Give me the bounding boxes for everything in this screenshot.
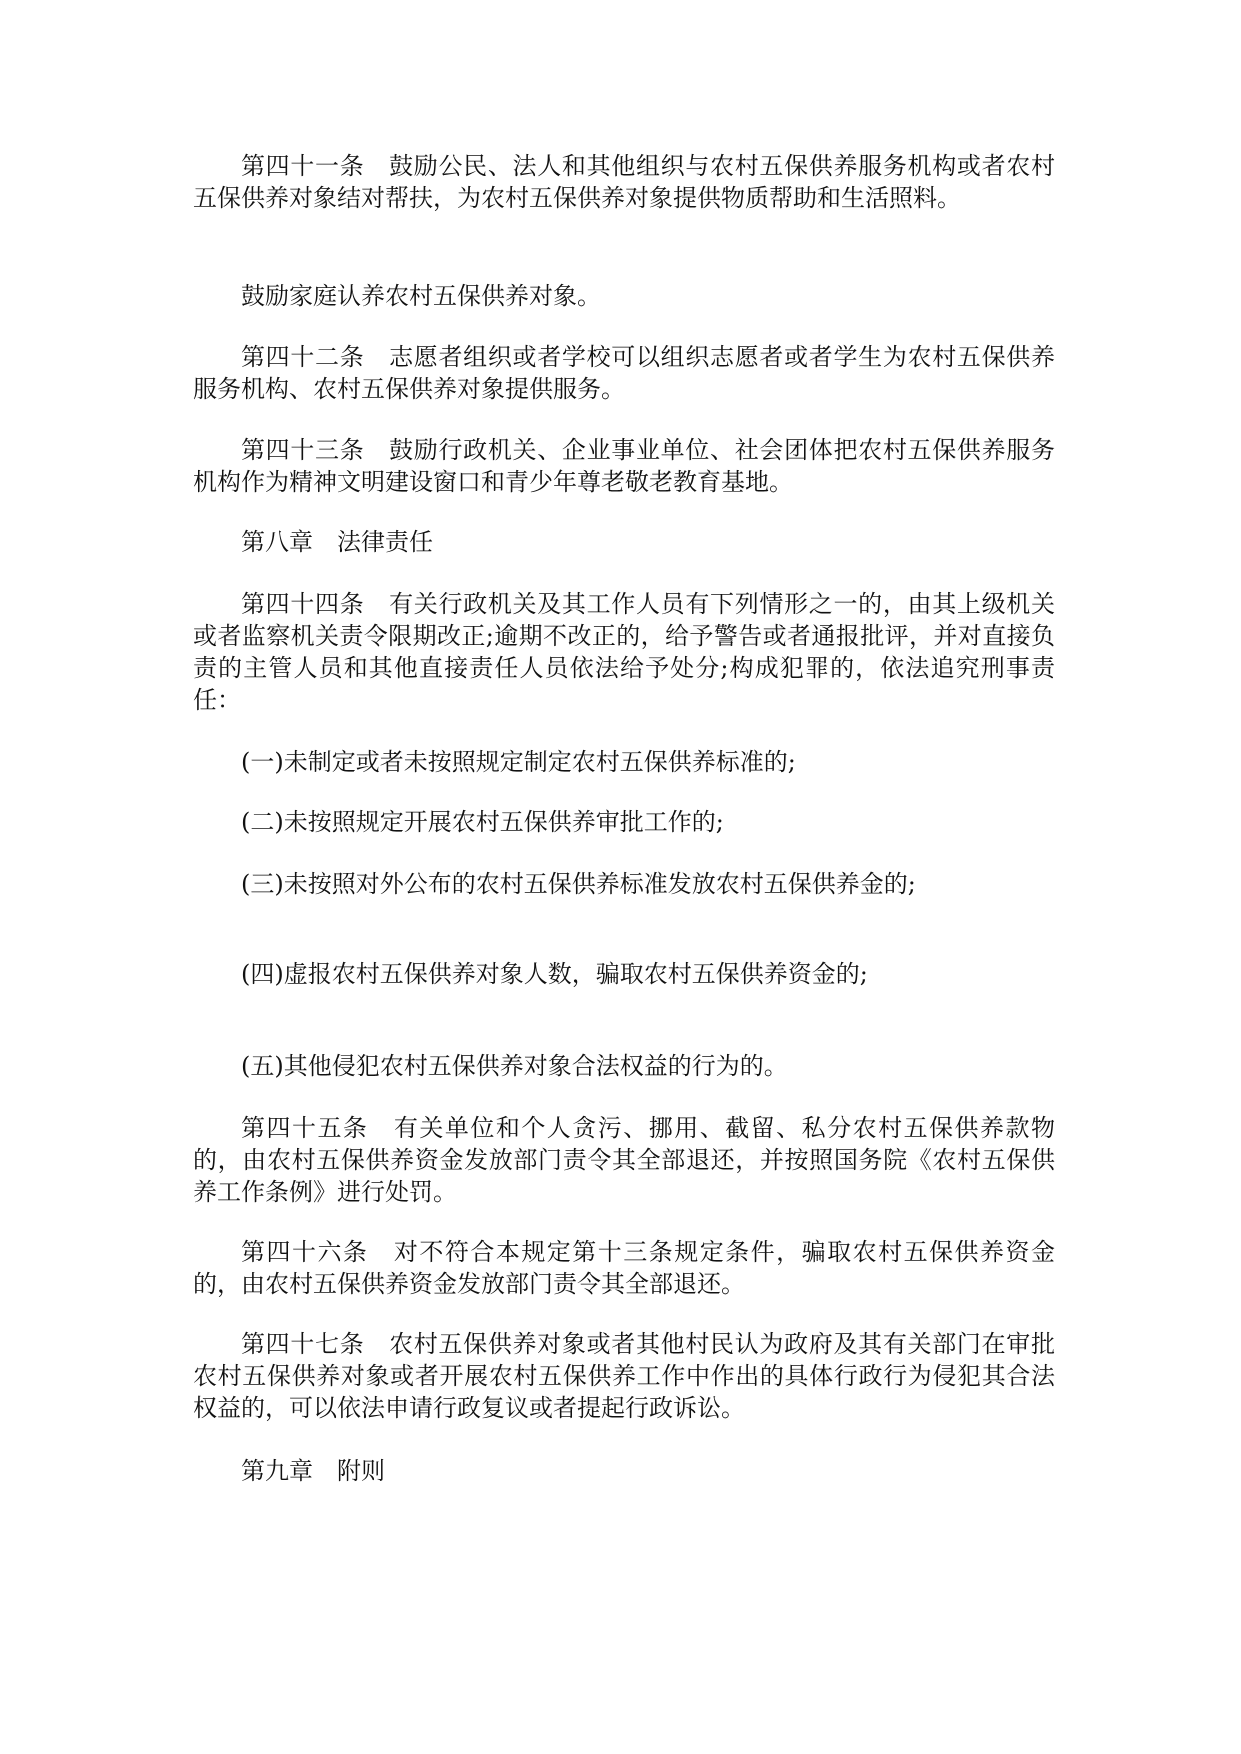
article-47-paragraph: 第四十七条 农村五保供养对象或者其他村民认为政府及其有关部门在审批农村五保供养对象或者开展农村五保供养工作中作出的具体行政行为侵犯其合法权益的，可以依法申请行政复议或者提起行政诉讼。 [193, 1330, 1055, 1422]
article-44-item-1: (一)未制定或者未按照规定制定农村五保供养标准的; [241, 748, 796, 776]
chapter-8-heading: 第八章 法律责任 [241, 528, 433, 556]
article-41-paragraph: 第四十一条 鼓励公民、法人和其他组织与农村五保供养服务机构或者农村五保供养对象结对帮扶，为农村五保供养对象提供物质帮助和生活照料。 [193, 152, 1055, 212]
family-adoption-paragraph: 鼓励家庭认养农村五保供养对象。 [241, 282, 601, 310]
article-44-paragraph: 第四十四条 有关行政机关及其工作人员有下列情形之一的，由其上级机关或者监察机关责令限期改正;逾期不改正的，给予警告或者通报批评，并对直接负责的主管人员和其他直接责任人员依法给予处分;构成犯罪的，依法追究刑事责任： [193, 590, 1055, 714]
article-44-item-2: (二)未按照规定开展农村五保供养审批工作的; [241, 808, 724, 836]
article-46-paragraph: 第四十六条 对不符合本规定第十三条规定条件，骗取农村五保供养资金的，由农村五保供养资金发放部门责令其全部退还。 [193, 1238, 1055, 1298]
article-43-paragraph: 第四十三条 鼓励行政机关、企业事业单位、社会团体把农村五保供养服务机构作为精神文明建设窗口和青少年尊老敬老教育基地。 [193, 436, 1055, 496]
article-45-paragraph: 第四十五条 有关单位和个人贪污、挪用、截留、私分农村五保供养款物的，由农村五保供养资金发放部门责令其全部退还，并按照国务院《农村五保供养工作条例》进行处罚。 [193, 1114, 1055, 1206]
article-44-item-4: (四)虚报农村五保供养对象人数，骗取农村五保供养资金的; [241, 960, 868, 988]
article-44-item-5: (五)其他侵犯农村五保供养对象合法权益的行为的。 [241, 1052, 788, 1080]
chapter-9-heading: 第九章 附则 [241, 1457, 385, 1485]
article-44-item-3: (三)未按照对外公布的农村五保供养标准发放农村五保供养金的; [241, 870, 916, 898]
article-42-paragraph: 第四十二条 志愿者组织或者学校可以组织志愿者或者学生为农村五保供养服务机构、农村五保供养对象提供服务。 [193, 343, 1055, 403]
